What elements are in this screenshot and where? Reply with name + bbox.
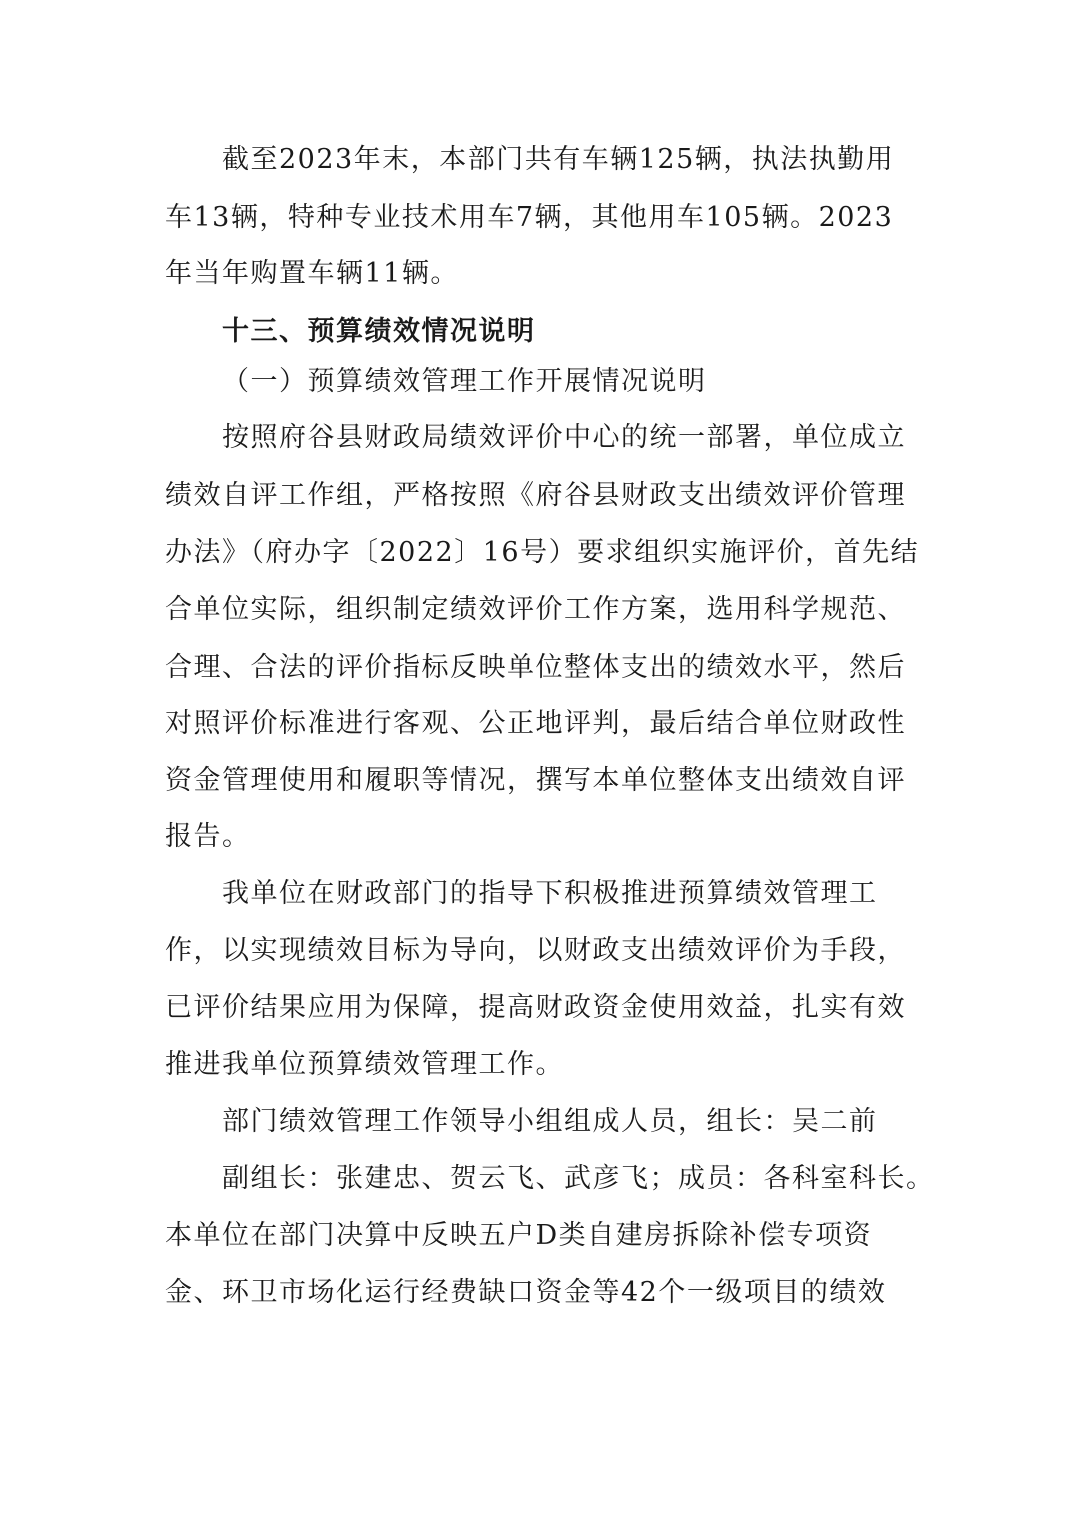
paragraph-line: 按照府谷县财政局绩效评价中心的统一部署，单位成立 [222,422,906,453]
section-heading: 十三、预算绩效情况说明 [222,316,536,347]
paragraph-line: 我单位在财政部门的指导下积极推进预算绩效管理工 [222,878,878,909]
paragraph-line: 截至2023年末，本部门共有车辆125辆，执法执勤用 [222,144,895,175]
paragraph-line: 已评价结果应用为保障，提高财政资金使用效益，扎实有效 [165,992,906,1023]
paragraph-line: 合理、合法的评价指标反映单位整体支出的绩效水平，然后 [165,652,906,683]
subsection-heading: （一）预算绩效管理工作开展情况说明 [222,366,707,397]
paragraph-line: 部门绩效管理工作领导小组组成人员，组长：吴二前 [222,1106,878,1137]
paragraph-line: 副组长：张建忠、贺云飞、武彦飞；成员：各科室科长。 [222,1163,935,1194]
paragraph-line: 合单位实际，组织制定绩效评价工作方案，选用科学规范、 [165,594,906,625]
paragraph-line: 作，以实现绩效目标为导向，以财政支出绩效评价为手段， [165,935,906,966]
paragraph-line: 对照评价标准进行客观、公正地评判，最后结合单位财政性 [165,708,906,739]
paragraph-line: 报告。 [165,821,251,852]
paragraph-line: 办法》（府办字〔2022〕16号）要求组织实施评价，首先结 [165,537,920,568]
paragraph-line: 金、环卫市场化运行经费缺口资金等42个一级项目的绩效 [165,1277,887,1308]
paragraph-line: 本单位在部门决算中反映五户D类自建房拆除补偿专项资 [165,1220,873,1251]
paragraph-line: 资金管理使用和履职等情况，撰写本单位整体支出绩效自评 [165,765,906,796]
paragraph-line: 绩效自评工作组，严格按照《府谷县财政支出绩效评价管理 [165,480,906,511]
paragraph-line: 推进我单位预算绩效管理工作。 [165,1049,564,1080]
paragraph-line: 年当年购置车辆11辆。 [165,258,459,289]
paragraph-line: 车13辆，特种专业技术用车7辆，其他用车105辆。2023 [165,202,894,233]
